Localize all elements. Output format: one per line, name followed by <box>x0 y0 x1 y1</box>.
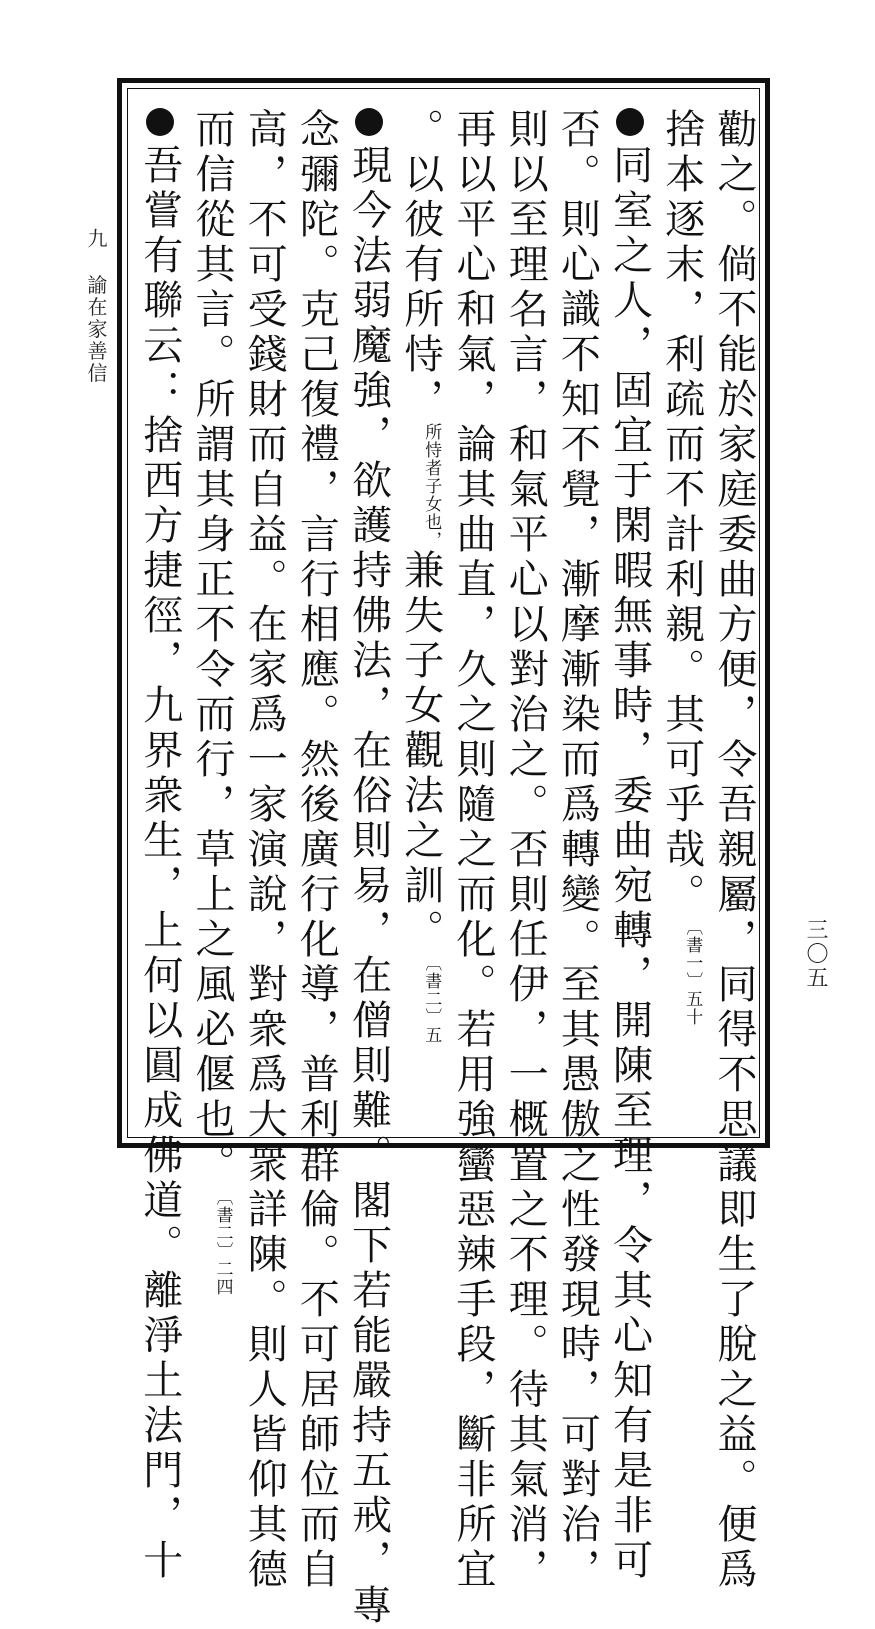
text-column <box>343 108 395 1629</box>
column-text: 念彌陀。克己復禮，言行相應。然後廣行化導，普利群倫。不可居師位而自 <box>293 108 340 1593</box>
text-column <box>604 108 656 1584</box>
text-column <box>395 108 447 1044</box>
column-text: 吾嘗有聯云：捨西方捷徑，九界衆生，上何以圓成佛道。離淨土法門，十 <box>136 144 183 1584</box>
text-column <box>499 108 551 1593</box>
page-number: 三〇五 <box>803 918 828 990</box>
chapter-title: 諭在家善信 <box>84 274 108 385</box>
source-note: 〔書二〕二四 <box>212 1188 233 1296</box>
paragraph-bullet-icon <box>355 108 383 136</box>
text-column <box>656 108 708 1026</box>
paragraph-bullet-icon <box>146 108 174 136</box>
column-text: 同室之人，固宜于閑暇無事時，委曲宛轉，開陳至理，令其心知有是非可 <box>606 144 653 1584</box>
column-text: 勸之。倘不能於家庭委曲方便，令吾親屬，同得不思議即生了脫之益。便爲 <box>711 108 757 1593</box>
column-text: 否。則心識不知不覺，漸摩漸染而爲轉變。至其愚傲之性發現時，可對治， <box>554 108 601 1593</box>
column-text: 再以平心和氣，論其曲直，久之則隨之而化。若用強蠻惡辣手段，斷非所宜 <box>450 108 496 1593</box>
text-column <box>238 108 290 1593</box>
chapter-margin <box>82 228 111 384</box>
text-column <box>186 108 238 1296</box>
paragraph-bullet-icon <box>616 108 644 136</box>
source-note: 所恃者子女也， <box>421 423 442 549</box>
text-column <box>551 108 603 1593</box>
column-text: 則以至理名言，和氣平心以對治之。否則任伊，一概置之不理。待其氣消， <box>502 108 549 1593</box>
column-text: 兼失子女觀法之訓。 <box>397 549 444 954</box>
text-column <box>290 108 342 1593</box>
column-text: 捨本逐末，利疏而不計利親。其可乎哉。 <box>658 108 705 918</box>
column-text: 。以彼有所恃， <box>397 108 444 423</box>
column-text: 而信從其言。所謂其身正不令而行，草上之風必偃也。 <box>189 108 235 1188</box>
source-note: 〔書二〕五 <box>421 954 442 1044</box>
chapter-number: 九 <box>84 228 108 250</box>
column-text: 現今法弱魔強，欲護持佛法，在俗則易，在僧則難。閣下若能嚴持五戒，專 <box>345 144 392 1629</box>
source-note: 〔書一〕五十 <box>682 918 703 1026</box>
column-text: 高，不可受錢財而自益。在家爲一家演說，對衆爲大衆詳陳。則人皆仰其德 <box>241 108 288 1593</box>
text-column <box>708 108 760 1593</box>
text-column <box>447 108 499 1593</box>
text-column <box>134 108 186 1584</box>
